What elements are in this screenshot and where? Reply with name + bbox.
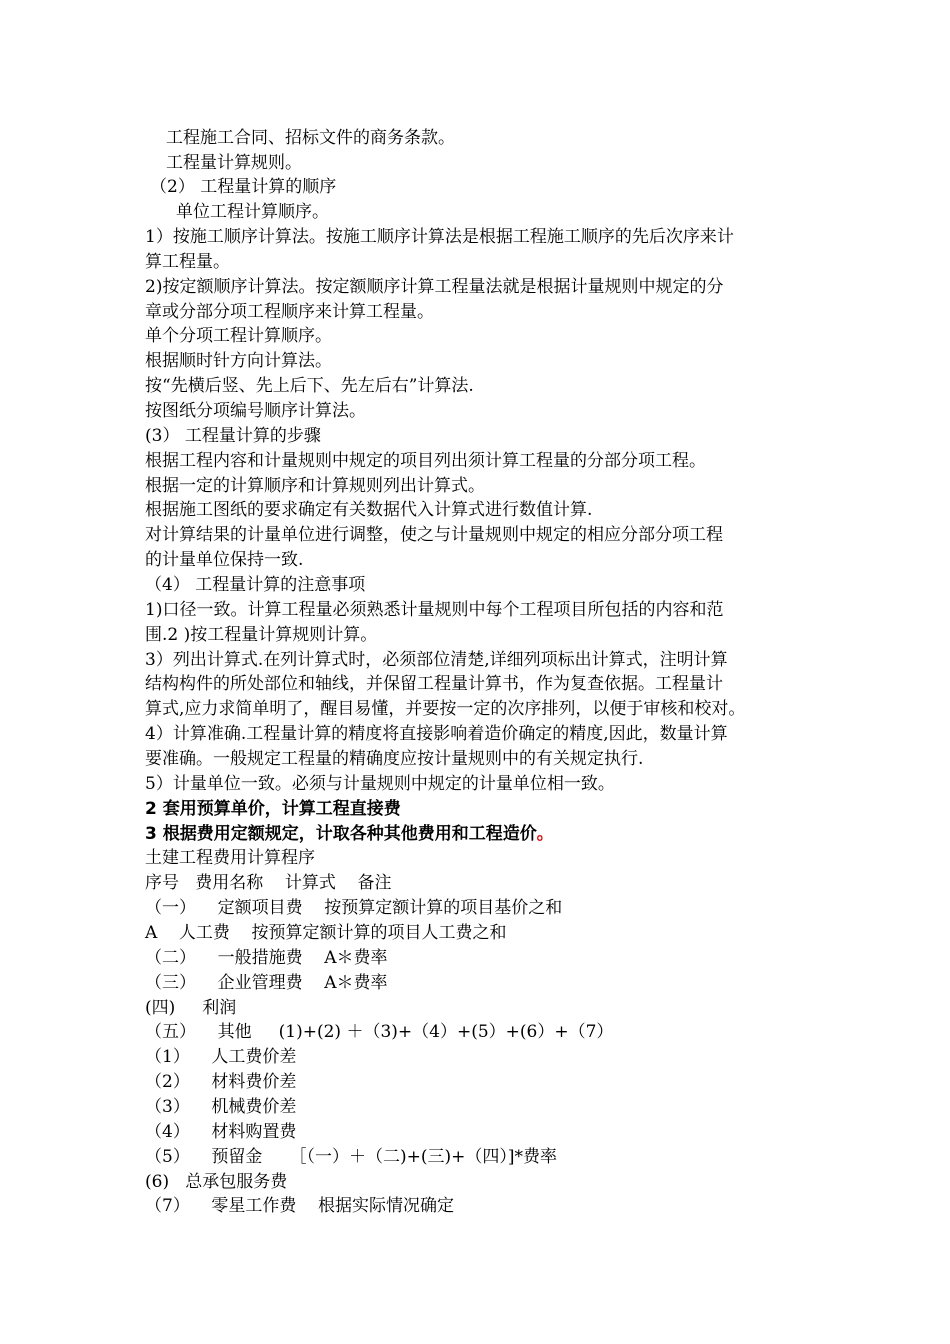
table-row: （五） 其他 (1)+(2) ＋（3)+（4）+(5）+(6）+（7）	[145, 1022, 614, 1042]
text-line: 算式,应力求简单明了，醒目易懂，并要按一定的次序排列，以便于审核和校对。	[145, 699, 746, 719]
text-line: 结构构件的所处部位和轴线，并保留工程量计算书，作为复查依据。工程量计	[145, 674, 723, 694]
text-line: 章或分部分项工程顺序来计算工程量。	[145, 302, 434, 322]
text-line: 工程施工合同、招标文件的商务条款。	[166, 128, 455, 148]
text-line: 按“先横后竖、先上后下、先左后右”计算法.	[145, 376, 474, 396]
text-line: 的计量单位保持一致.	[145, 550, 304, 570]
table-header: 序号 费用名称 计算式 备注	[145, 873, 392, 893]
table-row: （三） 企业管理费 A＊费率	[145, 973, 388, 993]
text-line: 根据一定的计算顺序和计算规则列出计算式。	[145, 476, 485, 496]
table-row: （一） 定额项目费 按预算定额计算的项目基价之和	[145, 898, 563, 918]
text-line: 对计算结果的计量单位进行调整，使之与计量规则中规定的相应分部分项工程	[145, 525, 723, 545]
text-line: 单位工程计算顺序。	[176, 202, 329, 222]
table-row: （5） 预留金 ［（一）＋（二)+(三)+（四）]*费率	[145, 1147, 557, 1167]
text-line: 2)按定额顺序计算法。按定额顺序计算工程量法就是根据计量规则中规定的分	[145, 277, 724, 297]
bold-heading: 2 套用预算单价，计算工程直接费	[145, 799, 401, 819]
bold-heading-text: 3 根据费用定额规定，计取各种其他费用和工程造价	[145, 824, 537, 844]
text-line: 要准确。一般规定工程量的精确度应按计量规则中的有关规定执行.	[145, 749, 644, 769]
text-line: 根据顺时针方向计算法。	[145, 351, 332, 371]
section-heading: （4） 工程量计算的注意事项	[145, 575, 366, 595]
text-line: 围.2 )按工程量计算规则计算。	[145, 625, 378, 645]
table-row: A 人工费 按预算定额计算的项目人工费之和	[145, 923, 507, 943]
table-row: （二） 一般措施费 A＊费率	[145, 948, 388, 968]
table-row: （1） 人工费价差	[145, 1047, 297, 1067]
text-line: 按图纸分项编号顺序计算法。	[145, 401, 366, 421]
table-title: 土建工程费用计算程序	[145, 848, 315, 868]
text-line: 1）按施工顺序计算法。按施工顺序计算法是根据工程施工顺序的先后次序来计	[145, 227, 734, 247]
table-row: （4） 材料购置费	[145, 1122, 297, 1142]
bold-heading	[145, 822, 554, 846]
table-row: （7） 零星工作费 根据实际情况确定	[145, 1196, 455, 1216]
table-row: （3） 机械费价差	[145, 1097, 297, 1117]
text-line: 3）列出计算式.在列计算式时，必须部位清楚,详细列项标出计算式，注明计算	[145, 650, 728, 670]
table-row: (四) 利润	[145, 998, 237, 1018]
text-line: 4）计算准确.工程量计算的精度将直接影响着造价确定的精度,因此，数量计算	[145, 724, 728, 744]
text-line: 根据施工图纸的要求确定有关数据代入计算式进行数值计算.	[145, 500, 593, 520]
text-line: 1)口径一致。计算工程量必须熟悉计量规则中每个工程项目所包括的内容和范	[145, 600, 724, 620]
text-line: 5）计量单位一致。必须与计量规则中规定的计量单位相一致。	[145, 774, 615, 794]
table-row: (6) 总承包服务费	[145, 1172, 288, 1192]
section-heading: （2） 工程量计算的顺序	[150, 177, 337, 197]
text-line: 根据工程内容和计量规则中规定的项目列出须计算工程量的分部分项工程。	[145, 451, 706, 471]
table-row: （2） 材料费价差	[145, 1072, 297, 1092]
section-heading: (3） 工程量计算的步骤	[145, 426, 321, 446]
text-line: 单个分项工程计算顺序。	[145, 326, 332, 346]
text-line: 算工程量。	[145, 252, 230, 272]
text-line: 工程量计算规则。	[166, 153, 302, 173]
red-period: 。	[536, 824, 554, 844]
